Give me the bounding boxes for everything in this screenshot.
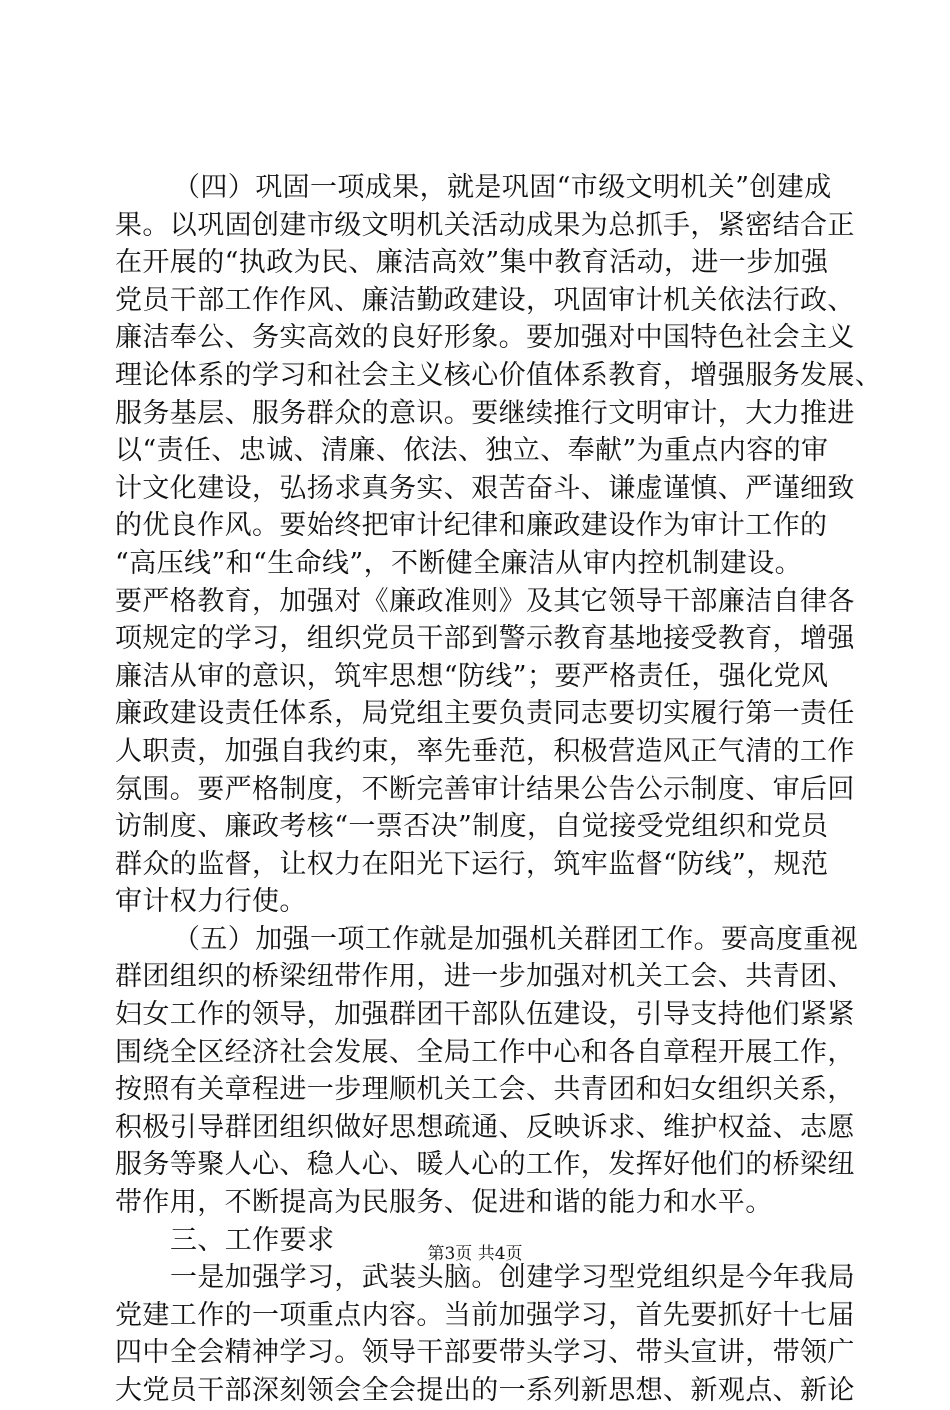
text-line: 要严格教育，加强对《廉政准则》及其它领导干部廉洁自律各 — [115, 585, 855, 617]
paragraph-para-req-1 — [115, 1259, 855, 1409]
text-line: 人职责，加强自我约束，率先垂范，积极营造风正气清的工作 — [115, 735, 855, 767]
text-line: 群众的监督，让权力在阳光下运行，筑牢监督“防线”，规范 — [115, 848, 829, 880]
text-line: 四中全会精神学习。领导干部要带头学习、带头宣讲，带领广 — [115, 1337, 855, 1369]
text-line: 大党员干部深刻领会全会提出的一系列新思想、新观点、新论 — [115, 1375, 855, 1406]
text-line: “高压线”和“生命线”，不断健全廉洁从审内控机制建设。 — [115, 547, 803, 579]
text-line: 理论体系的学习和社会主义核心价值体系教育，增强服务发展、 — [115, 359, 883, 391]
text-line: （五）加强一项工作就是加强机关群团工作。要高度重视 — [173, 923, 858, 955]
text-line: 廉政建设责任体系，局党组主要负责同志要切实履行第一责任 — [115, 698, 855, 730]
paragraph-para-5 — [115, 921, 858, 1222]
text-line: 妇女工作的领导，加强群团干部队伍建设，引导支持他们紧紧 — [115, 999, 855, 1031]
text-line: 党建工作的一项重点内容。当前加强学习，首先要抓好十七届 — [115, 1299, 855, 1331]
text-line: 以“责任、忠诚、清廉、依法、独立、奉献”为重点内容的审 — [115, 435, 829, 467]
text-line: 果。以巩固创建市级文明机关活动成果为总抓手，紧密结合正 — [115, 209, 855, 241]
text-line: 审计权力行使。 — [115, 886, 307, 918]
text-line: 廉洁从审的意识，筑牢思想“防线”；要严格责任，强化党风 — [115, 660, 829, 692]
text-line: 项规定的学习，组织党员干部到警示教育基地接受教育，增强 — [115, 623, 855, 655]
text-line: 廉洁奉公、务实高效的良好形象。要加强对中国特色社会主义 — [115, 322, 855, 354]
text-line: 氛围。要严格制度，不断完善审计结果公告公示制度、审后回 — [115, 773, 855, 805]
text-line: 围绕全区经济社会发展、全局工作中心和各自章程开展工作， — [115, 1036, 855, 1068]
text-line: 的优良作风。要始终把审计纪律和廉政建设作为审计工作的 — [115, 510, 828, 542]
page-footer: 第3页 共4页 — [427, 1244, 523, 1264]
text-line: 在开展的“执政为民、廉洁高效”集中教育活动，进一步加强 — [115, 247, 829, 279]
text-line: 计文化建设，弘扬求真务实、艰苦奋斗、谦虚谨慎、严谨细致 — [115, 472, 855, 504]
text-line: 群团组织的桥梁纽带作用，进一步加强对机关工会、共青团、 — [115, 961, 855, 993]
paragraph-para-4 — [115, 169, 883, 921]
text-line: 按照有关章程进一步理顺机关工会、共青团和妇女组织关系， — [115, 1074, 855, 1106]
text-line: （四）巩固一项成果，就是巩固“市级文明机关”创建成 — [173, 172, 832, 203]
document-body — [115, 169, 883, 1410]
text-line: 党员干部工作作风、廉洁勤政建设，巩固审计机关依法行政、 — [115, 284, 855, 316]
text-line: 带作用，不断提高为民服务、促进和谐的能力和水平。 — [115, 1187, 773, 1219]
text-line: 积极引导群团组织做好思想疏通、反映诉求、维护权益、志愿 — [115, 1111, 855, 1143]
text-line: 服务基层、服务群众的意识。要继续推行文明审计，大力推进 — [115, 397, 855, 429]
text-line: 三、工作要求 — [170, 1224, 335, 1256]
text-line: 服务等聚人心、稳人心、暖人心的工作，发挥好他们的桥梁纽 — [115, 1149, 855, 1181]
text-line: 一是加强学习，武装头脑。创建学习型党组织是今年我局 — [170, 1262, 855, 1294]
text-line: 访制度、廉政考核“一票否决”制度，自觉接受党组织和党员 — [115, 811, 829, 843]
